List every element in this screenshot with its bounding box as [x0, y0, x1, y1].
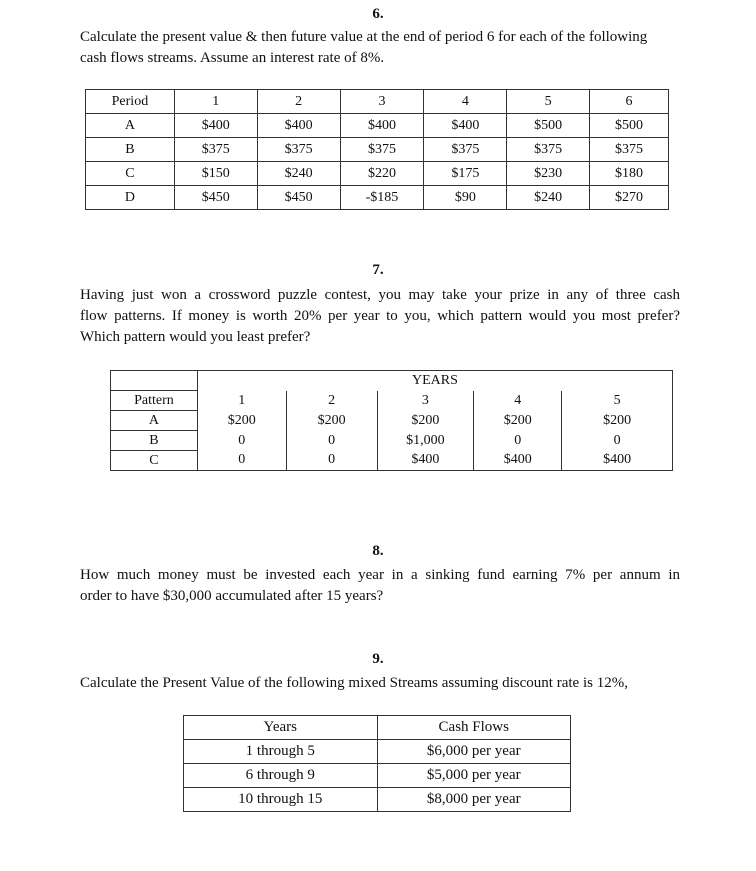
table-cell: $400	[257, 114, 340, 138]
question-7-table	[110, 370, 673, 471]
table-cell: $270	[590, 186, 669, 210]
table-row	[111, 411, 673, 431]
table-row	[184, 764, 571, 788]
table-cell: $375	[340, 138, 424, 162]
table-header-cell: Years	[184, 716, 378, 740]
table-cell: 10 through 15	[184, 788, 378, 812]
table-cell: $375	[424, 138, 507, 162]
table-cell: 0	[474, 431, 562, 451]
table-cell: $400	[340, 114, 424, 138]
table-cell: $90	[424, 186, 507, 210]
table-cell: 0	[197, 451, 286, 471]
table-header-cell: 5	[562, 391, 673, 411]
table-row	[86, 138, 669, 162]
table-cell: $240	[507, 186, 590, 210]
table-row	[86, 114, 669, 138]
table-header-cell: 2	[286, 391, 377, 411]
question-7-line: Having just won a crossword puzzle contest, you may take your prize in any of three cash	[80, 287, 680, 303]
table-row	[184, 740, 571, 764]
years-header: YEARS	[197, 371, 672, 391]
table-header-cell: Period	[86, 90, 175, 114]
table-header-cell: Cash Flows	[377, 716, 571, 740]
question-9-table	[183, 715, 571, 812]
question-6-line: Calculate the present value & then future value at the end of period 6 for each of the following	[80, 29, 648, 45]
table-header-cell: 6	[590, 90, 669, 114]
table-cell: $1,000	[377, 431, 474, 451]
table-cell: $230	[507, 162, 590, 186]
table-header-cell: 4	[424, 90, 507, 114]
table-cell: $450	[174, 186, 257, 210]
table-cell: $240	[257, 162, 340, 186]
table-header-cell: 2	[257, 90, 340, 114]
table-cell: 1 through 5	[184, 740, 378, 764]
table-header-cell: 4	[474, 391, 562, 411]
question-7-text	[80, 285, 680, 348]
table-header-row	[111, 391, 673, 411]
table-row	[86, 186, 669, 210]
question-6-number: 6.	[372, 6, 384, 22]
question-6-table	[85, 89, 669, 210]
table-cell: $400	[474, 451, 562, 471]
table-cell: $400	[174, 114, 257, 138]
table-header-cell: 3	[340, 90, 424, 114]
question-8-number: 8.	[372, 543, 384, 559]
table-cell: $400	[562, 451, 673, 471]
question-8-line: order to have $30,000 accumulated after 15 years?	[80, 588, 384, 604]
question-9-text	[80, 673, 700, 694]
table-header-row	[86, 90, 669, 114]
table-cell: $450	[257, 186, 340, 210]
table-cell: $400	[377, 451, 474, 471]
table-cell: $150	[174, 162, 257, 186]
table-row	[111, 451, 673, 471]
table-cell: B	[86, 138, 175, 162]
table-cell: $375	[257, 138, 340, 162]
years-header-blank	[111, 371, 198, 391]
table-cell: C	[86, 162, 175, 186]
table-cell: 0	[197, 431, 286, 451]
table-row	[184, 788, 571, 812]
question-8-text	[80, 565, 680, 607]
table-cell: $500	[590, 114, 669, 138]
table-cell: $200	[474, 411, 562, 431]
table-cell: 0	[286, 451, 377, 471]
table-cell: $8,000 per year	[377, 788, 571, 812]
question-7-number: 7.	[372, 262, 384, 278]
question-7-line: Which pattern would you least prefer?	[80, 329, 311, 345]
table-cell: $5,000 per year	[377, 764, 571, 788]
table-cell: D	[86, 186, 175, 210]
table-row	[111, 431, 673, 451]
table-cell: A	[111, 411, 198, 431]
table-cell: $375	[507, 138, 590, 162]
table-cell: 6 through 9	[184, 764, 378, 788]
table-cell: 0	[562, 431, 673, 451]
table-header-cell: 1	[197, 391, 286, 411]
table-cell: 0	[286, 431, 377, 451]
question-9-number: 9.	[372, 651, 384, 667]
table-cell: A	[86, 114, 175, 138]
question-6-line: cash flows streams. Assume an interest rate of 8%.	[80, 50, 385, 66]
table-header-cell: 1	[174, 90, 257, 114]
table-cell: $500	[507, 114, 590, 138]
table-cell: B	[111, 431, 198, 451]
table-cell: $6,000 per year	[377, 740, 571, 764]
table-cell: C	[111, 451, 198, 471]
table-row	[86, 162, 669, 186]
table-cell: $400	[424, 114, 507, 138]
table-cell: $200	[286, 411, 377, 431]
table-cell: -$185	[340, 186, 424, 210]
table-cell: $180	[590, 162, 669, 186]
table-cell: $375	[174, 138, 257, 162]
table-cell: $200	[377, 411, 474, 431]
table-header-row	[184, 716, 571, 740]
question-8-line: How much money must be invested each year in a sinking fund earning 7% per annum in	[80, 567, 680, 583]
table-cell: $200	[197, 411, 286, 431]
table-cell: $220	[340, 162, 424, 186]
question-6-text	[80, 27, 690, 69]
table-cell: $375	[590, 138, 669, 162]
table-header-cell: Pattern	[111, 391, 198, 411]
table-cell: $200	[562, 411, 673, 431]
table-header-cell: 5	[507, 90, 590, 114]
table-cell: $175	[424, 162, 507, 186]
table-header-cell: 3	[377, 391, 474, 411]
question-7-line: flow patterns. If money is worth 20% per year to you, which pattern would you most prefer?	[80, 308, 680, 324]
question-9-line: Calculate the Present Value of the following mixed Streams assuming discount rate is 12%,	[80, 675, 628, 691]
